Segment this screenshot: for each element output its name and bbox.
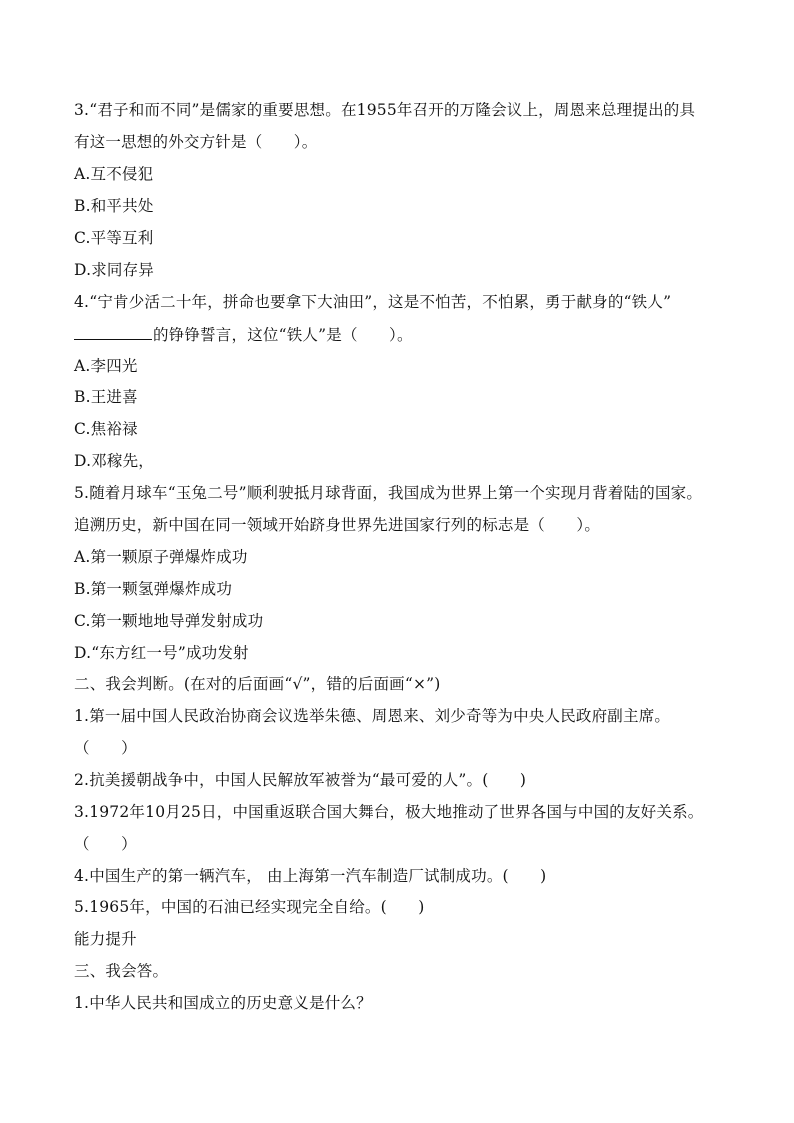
question-4-option-d: D.邓稼先， (74, 452, 155, 470)
question-4-option-a: A.李四光 (74, 357, 138, 375)
question-3-option-c: C.平等互利 (74, 229, 154, 247)
question-4-option-b: B.王进喜 (74, 388, 138, 406)
judge-item-2: 2.抗美援朝战争中，中国人民解放军被誉为“最可爱的人”。( ) (74, 771, 527, 789)
judge-item-1-line2: （ ） (74, 739, 137, 757)
question-4-option-c: C.焦裕禄 (74, 420, 138, 438)
question-5-option-a: A.第一颗原子弹爆炸成功 (74, 548, 248, 566)
question-5-stem-line1: 5.随着月球车“玉兔二号”顺利驶抵月球背面，我国成为世界上第一个实现月背着陆的国家。 (74, 484, 703, 502)
judge-item-3-line2: （ ） (74, 835, 137, 853)
question-5-option-c: C.第一颗地地导弹发射成功 (74, 612, 264, 630)
question-4-stem-line1: 4.“宁肯少活二十年，拼命也要拿下大油田”，这是不怕苦，不怕累，勇于献身的“铁人” (74, 293, 672, 311)
question-3-option-d: D.求同存异 (74, 261, 155, 279)
question-3-stem-line1: 3.“君子和而不同”是儒家的重要思想。在1955年召开的万隆会议上，周恩来总理提出的具 (74, 101, 696, 119)
judge-item-3-line1: 3.1972年10月25日，中国重返联合国大舞台，极大地推动了世界各国与中国的友好关系。 (74, 803, 704, 821)
fill-in-blank[interactable] (74, 323, 152, 340)
question-3-option-b: B.和平共处 (74, 197, 154, 215)
question-4-stem-line2-wrap (74, 323, 734, 346)
question-3-stem-line2: 有这一思想的外交方针是（ ）。 (74, 133, 318, 151)
section-3-title: 三、我会答。 (74, 962, 169, 980)
question-4-stem-line2: 的铮铮誓言，这位“铁人”是（ ）。 (153, 326, 413, 344)
judge-item-4: 4.中国生产的第一辆汽车， 由上海第一汽车制造厂试制成功。( ) (74, 867, 547, 885)
question-5-stem-line2: 追溯历史，新中国在同一领域开始跻身世界先进国家行列的标志是（ ）。 (74, 516, 601, 534)
question-5-option-d: D.“东方红一号”成功发射 (74, 644, 249, 662)
section-2-title: 二、我会判断。(在对的后面画“√”，错的后面画“×”) (74, 675, 441, 693)
ability-heading: 能力提升 (74, 930, 137, 948)
answer-item-1: 1.中华人民共和国成立的历史意义是什么？ (74, 994, 372, 1012)
question-5-option-b: B.第一颗氢弹爆炸成功 (74, 580, 233, 598)
question-3-option-a: A.互不侵犯 (74, 165, 154, 183)
judge-item-1-line1: 1.第一届中国人民政治协商会议选举朱德、周恩来、刘少奇等为中央人民政府副主席。 (74, 707, 671, 725)
judge-item-5: 5.1965年，中国的石油已经实现完全自给。( ) (74, 898, 425, 916)
